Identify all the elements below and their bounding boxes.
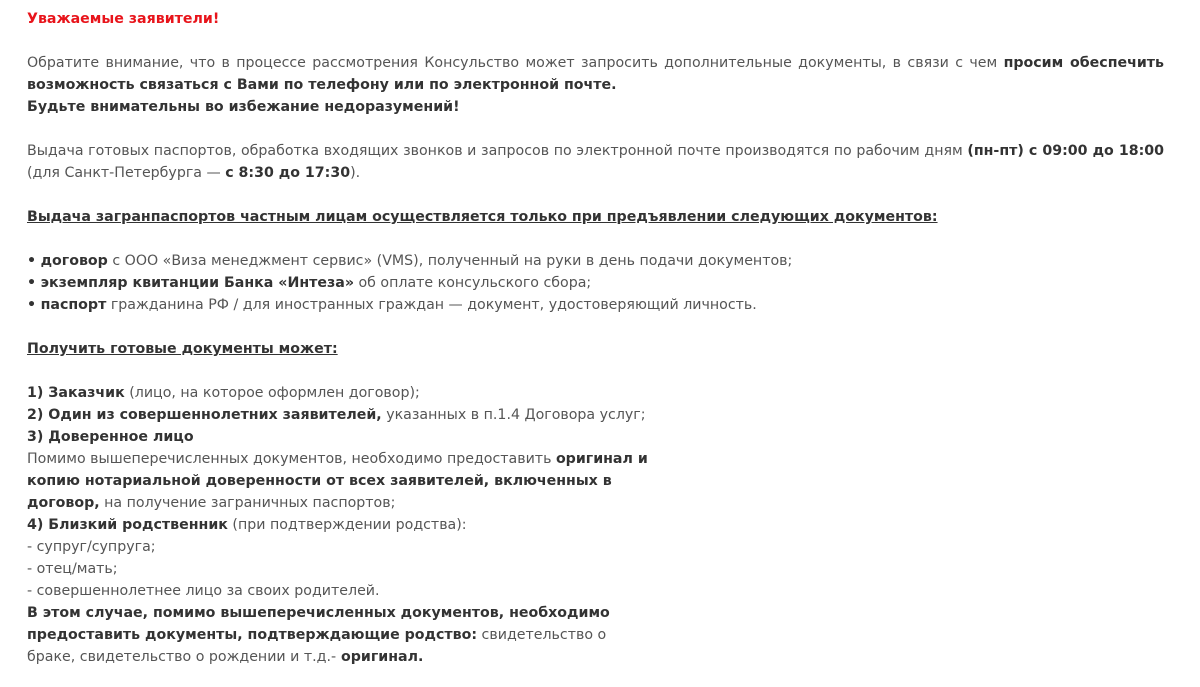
receiver-text: на получение заграничных паспортов;: [99, 495, 396, 511]
receiver-item-applicant: [27, 404, 657, 426]
document-item-bold: экземпляр квитанции Банка «Интеза»: [40, 275, 354, 291]
notice-contact-request: просим обеспечить возможность связаться с Вами по телефону или по электронной почте.: [27, 55, 1164, 93]
relative-item: - совершеннолетнее лицо за своих родителей.: [27, 583, 380, 599]
receiver-bold-text: оригинал и копию нотариальной доверенности от всех заявителей, включенных в договор,: [27, 451, 648, 511]
receiver-label: 3) Доверенное лицо: [27, 429, 194, 445]
receiver-item-customer: [27, 382, 657, 404]
document-item: [27, 250, 1164, 272]
receiver-trusted-description: [27, 448, 657, 514]
bullet-icon: •: [27, 297, 37, 313]
relative-item: - супруг/супруга;: [27, 539, 156, 555]
document-item: [27, 272, 1164, 294]
document-item-bold: паспорт: [40, 297, 107, 313]
receiver-text: свидетельство о браке, свидетельство о рождении и т.д.-: [27, 627, 607, 665]
receiver-bold-text: оригинал.: [336, 649, 424, 665]
notice-content: [27, 8, 1164, 668]
hours-paragraph: [27, 140, 1164, 184]
receiver-item-trusted: [27, 426, 657, 448]
receiver-item-relative: [27, 514, 657, 536]
documents-heading: Выдача загранпаспортов частным лицам осуществляется только при предъявлении следующих документов:: [27, 209, 938, 225]
documents-heading-paragraph: [27, 206, 1164, 228]
receiver-text: указанных в п.1.4 Договора услуг;: [381, 407, 646, 423]
receivers-list: [27, 382, 657, 668]
hours-spb: с 8:30 до 17:30: [225, 165, 351, 181]
receivers-heading: Получить готовые документы может:: [27, 341, 338, 357]
document-item: [27, 294, 1164, 316]
hours-text: Выдача готовых паспортов, обработка входящих звонков и запросов по электронной почте производятся по рабочим дням: [27, 143, 968, 159]
notice-text: Обратите внимание, что в процессе рассмотрения Консульство может запросить дополнительные документы, в связи с чем: [27, 55, 1004, 71]
bullet-icon: •: [27, 253, 37, 269]
receiver-label: 4) Близкий родственник: [27, 517, 228, 533]
document-item-text: гражданина РФ / для иностранных граждан — документ, удостоверяющий личность.: [106, 297, 757, 313]
notice-warning-paragraph: [27, 96, 1164, 118]
receiver-text: (лицо, на которое оформлен договор);: [124, 385, 420, 401]
receiver-final-paragraph: [27, 602, 657, 668]
page-title: Уважаемые заявители!: [27, 11, 220, 27]
receivers-heading-paragraph: [27, 338, 1164, 360]
document-item-text: с ООО «Виза менеджмент сервис» (VMS), полученный на руки в день подачи документов;: [107, 253, 793, 269]
relative-item: - отец/мать;: [27, 561, 118, 577]
document-item-bold: договор: [40, 253, 108, 269]
hours-main: (пн-пт) с 09:00 до 18:00: [967, 143, 1164, 159]
notice-paragraph: [27, 52, 1164, 96]
notice-warning: Будьте внимательны во избежание недоразумений!: [27, 99, 460, 115]
receiver-label: 1) Заказчик: [27, 385, 125, 401]
hours-spb-text: (для Санкт-Петербурга —: [27, 165, 226, 181]
receiver-bold-text: В этом случае, помимо вышеперечисленных документов, необходимо предоставить документы, подтверждающие родство:: [27, 605, 610, 643]
receiver-text: (при подтверждении родства):: [227, 517, 467, 533]
bullet-icon: •: [27, 275, 37, 291]
hours-end: ).: [350, 165, 361, 181]
receiver-text: Помимо вышеперечисленных документов, необходимо предоставить: [27, 451, 556, 467]
receiver-label: 2) Один из совершеннолетних заявителей,: [27, 407, 382, 423]
document-item-text: об оплате консульского сбора;: [353, 275, 592, 291]
